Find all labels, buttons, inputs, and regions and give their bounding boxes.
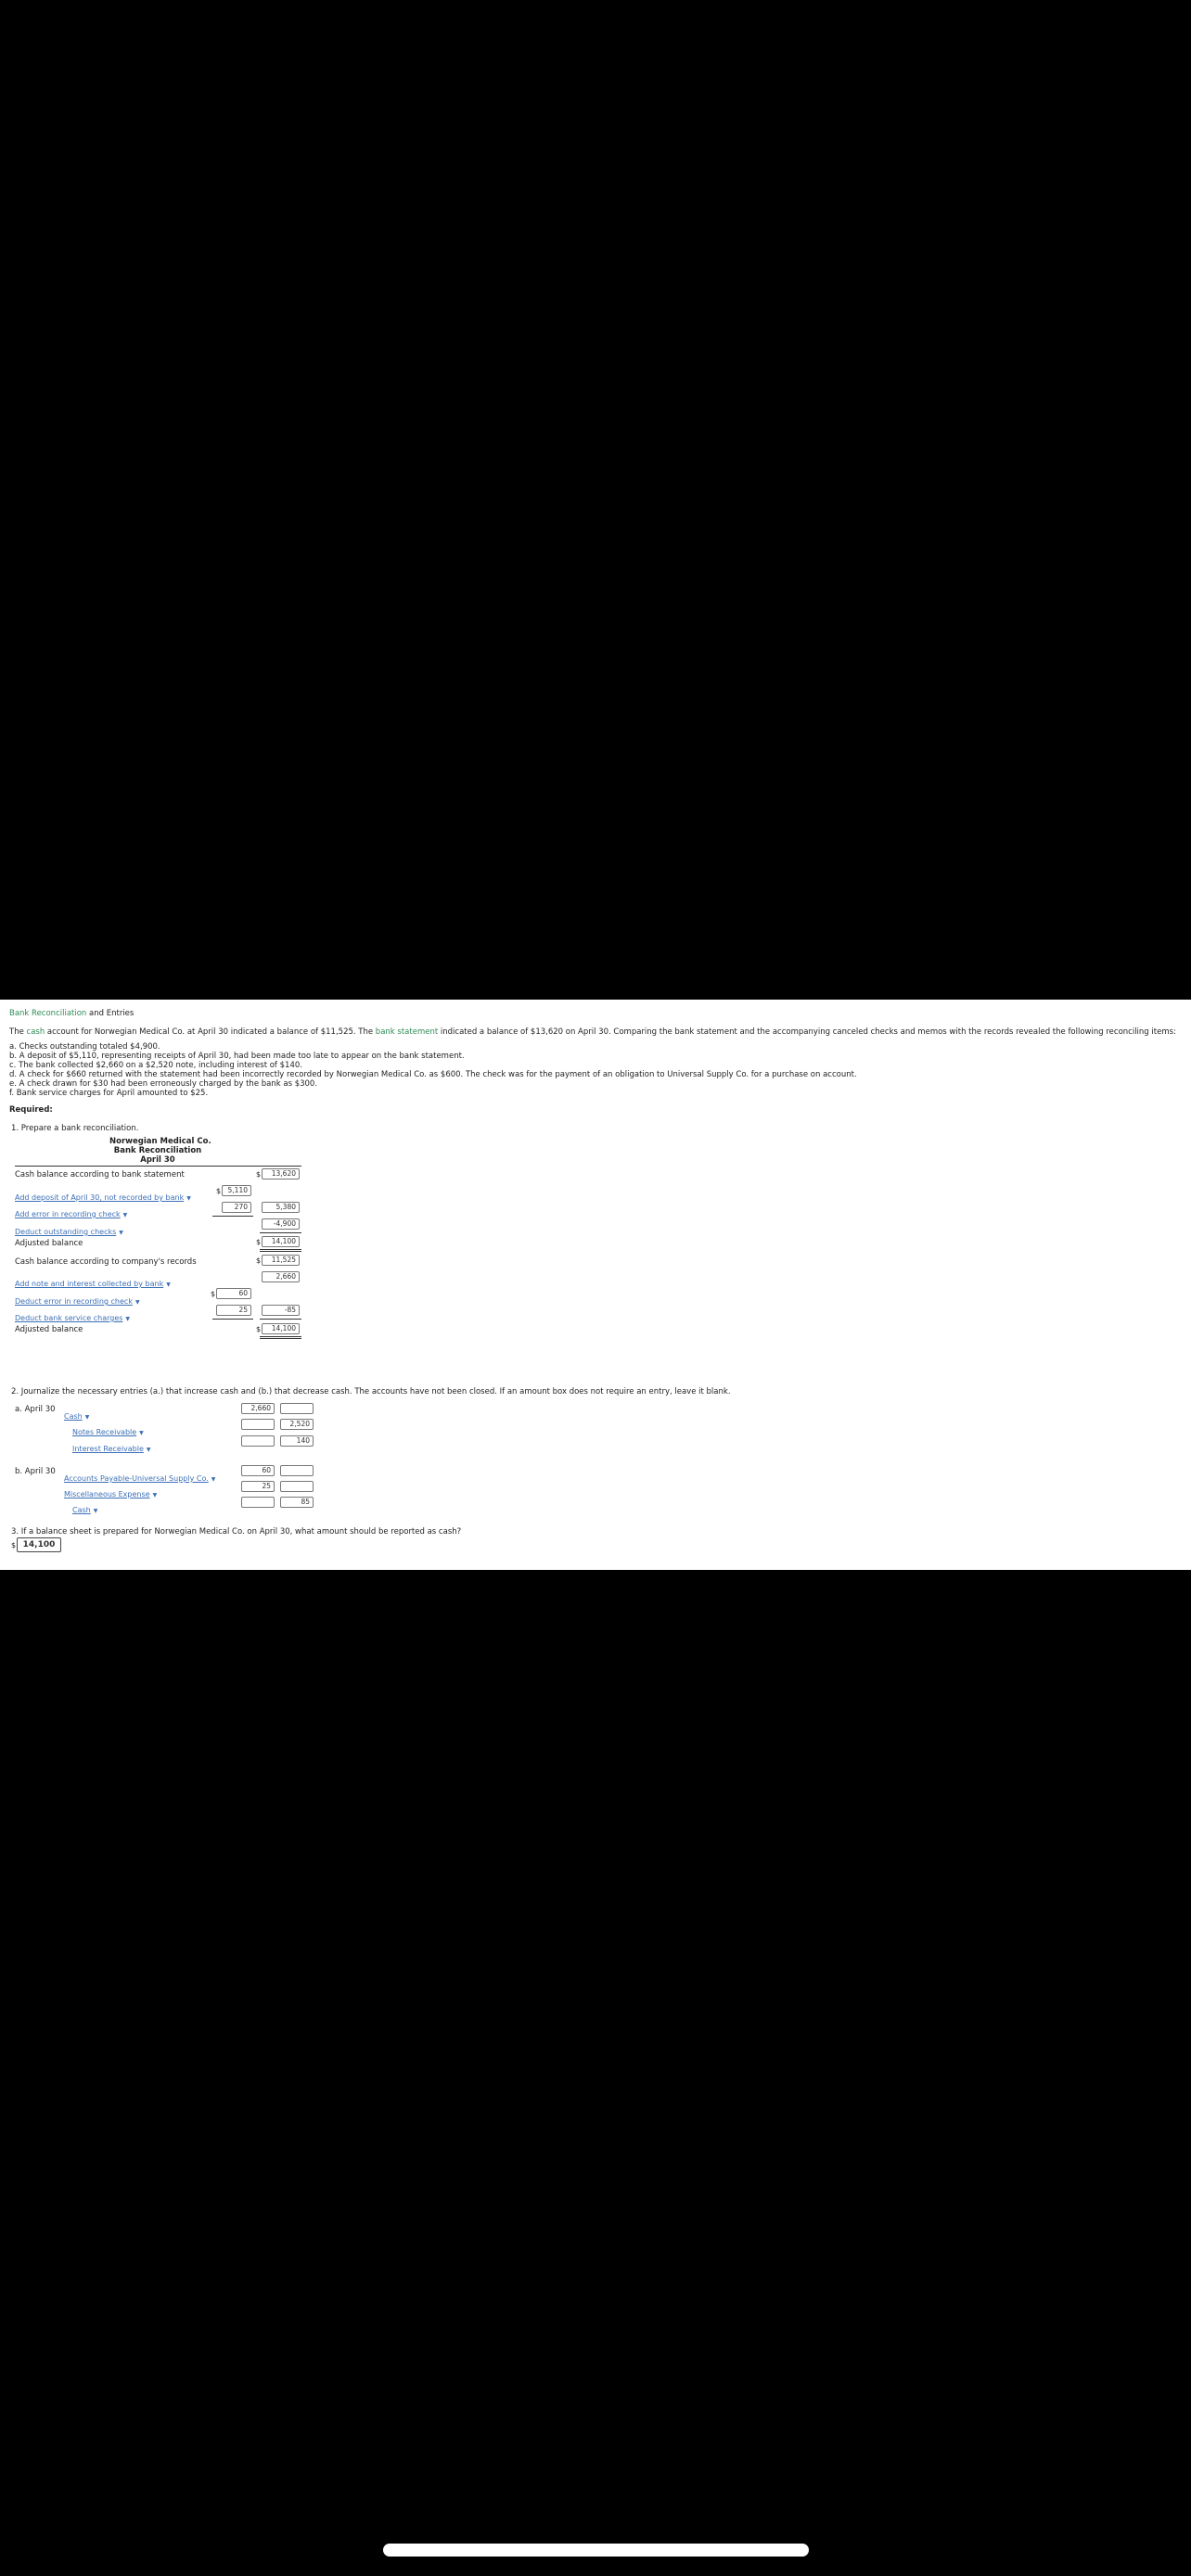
home-indicator[interactable] <box>383 2544 809 2557</box>
add-error-field[interactable]: 270 <box>222 1202 251 1213</box>
subtotal-rule <box>212 1319 253 1320</box>
entry-b-credit-2[interactable] <box>280 1481 314 1492</box>
double-rule-bottom <box>260 1338 301 1339</box>
cash-link[interactable]: cash <box>26 1027 45 1037</box>
title-suffix: and Entries <box>86 1009 134 1018</box>
add-error-dropdown[interactable]: Add error in recording check ▼ <box>15 1210 128 1218</box>
deduct-total-field[interactable]: -85 <box>262 1305 300 1316</box>
bank-statement-link[interactable]: bank statement <box>375 1027 439 1037</box>
entry-b-credit-1[interactable] <box>280 1465 314 1476</box>
entry-b-credit-3[interactable]: 85 <box>280 1497 314 1508</box>
dollar-sign: $ <box>256 1325 262 1333</box>
item-e: e. A check drawn for $30 had been erroneously charged by the bank as $300. <box>9 1079 318 1089</box>
intro-paragraph: The cash account for Norwegian Medical Co. at April 30 indicated a balance of $11,525. The bank statement indicated a balance of $13,620 on April 30. Comparing the bank statement and the accompanying canceled checks and memos with the records revealed the following reconciling items: <box>9 1027 1176 1037</box>
item-c: c. The bank collected $2,660 on a $2,520 note, including interest of $140. <box>9 1061 302 1070</box>
entry-a-debit-1[interactable]: 2,660 <box>241 1403 275 1414</box>
entry-b-account-2-dropdown[interactable]: Miscellaneous Expense ▼ <box>64 1490 158 1498</box>
entry-b-date: b. April 30 <box>15 1467 56 1476</box>
dollar-sign: $ <box>11 1541 17 1549</box>
q1-prompt: 1. Prepare a bank reconciliation. <box>11 1124 139 1133</box>
company-name: Norwegian Medical Co. <box>109 1137 211 1146</box>
company-balance-label: Cash balance according to company's records <box>15 1257 197 1267</box>
title-link[interactable]: Bank Reconciliation <box>9 1009 87 1018</box>
deduct-error-field[interactable]: 60 <box>216 1288 251 1299</box>
entry-b-account-1-dropdown[interactable]: Accounts Payable-Universal Supply Co. ▼ <box>64 1474 216 1483</box>
bank-balance-field[interactable]: 13,620 <box>262 1168 300 1180</box>
entry-a-credit-3[interactable]: 140 <box>280 1435 314 1447</box>
company-balance-field[interactable]: 11,525 <box>262 1255 300 1266</box>
entry-a-account-2-dropdown[interactable]: Notes Receivable ▼ <box>72 1428 144 1436</box>
worksheet-panel <box>0 1000 1191 1570</box>
add-deposit-field[interactable]: 5,110 <box>222 1185 251 1196</box>
item-f: f. Bank service charges for April amounted to $25. <box>9 1089 209 1098</box>
dollar-sign: $ <box>256 1238 262 1246</box>
double-rule-bottom <box>260 1251 301 1252</box>
item-d: d. A check for $660 returned with the statement had been incorrectly recorded by Norwegian Medical Co. as $600. The check was for the payment of an obligation to Universal Supply Co. for a purchase on account. <box>9 1070 857 1079</box>
adjusted-balance-company-field[interactable]: 14,100 <box>262 1323 300 1334</box>
subtotal-rule <box>212 1216 253 1217</box>
entry-b-debit-2[interactable]: 25 <box>241 1481 275 1492</box>
entry-a-account-1-dropdown[interactable]: Cash ▼ <box>64 1412 90 1421</box>
total-rule <box>260 1232 301 1233</box>
q3-prompt: 3. If a balance sheet is prepared for Norwegian Medical Co. on April 30, what amount should be reported as cash? <box>11 1527 462 1537</box>
entry-b-account-3-dropdown[interactable]: Cash ▼ <box>72 1506 98 1514</box>
adjusted-balance-label: Adjusted balance <box>15 1239 83 1248</box>
entry-a-credit-2[interactable]: 2,520 <box>280 1419 314 1430</box>
cash-amount-field[interactable]: 14,100 <box>17 1537 61 1552</box>
deduct-checks-dropdown[interactable]: Deduct outstanding checks ▼ <box>15 1228 123 1236</box>
deduct-service-field[interactable]: 25 <box>216 1305 251 1316</box>
page-title <box>9 1009 134 1018</box>
item-b: b. A deposit of $5,110, representing receipts of April 30, had been made too late to appear on the bank statement. <box>9 1052 465 1061</box>
dollar-sign: $ <box>216 1187 222 1195</box>
deduct-error-dropdown[interactable]: Deduct error in recording check ▼ <box>15 1297 140 1306</box>
dollar-sign: $ <box>211 1290 216 1298</box>
total-rule <box>260 1319 301 1320</box>
add-note-dropdown[interactable]: Add note and interest collected by bank ▼ <box>15 1280 171 1288</box>
statement-title: Bank Reconciliation <box>113 1146 202 1155</box>
entry-b-debit-1[interactable]: 60 <box>241 1465 275 1476</box>
entry-a-debit-3[interactable] <box>241 1435 275 1447</box>
q2-prompt: 2. Journalize the necessary entries (a.) that increase cash and (b.) that decrease cash. The accounts have not been closed. If an amount box does not require an entry, leave it blank. <box>11 1387 731 1396</box>
adjusted-balance-label: Adjusted balance <box>15 1325 83 1334</box>
entry-a-credit-1[interactable] <box>280 1403 314 1414</box>
entry-a-debit-2[interactable] <box>241 1419 275 1430</box>
dollar-sign: $ <box>256 1256 262 1265</box>
add-note-field[interactable]: 2,660 <box>262 1271 300 1282</box>
item-a: a. Checks outstanding totaled $4,900. <box>9 1042 160 1052</box>
adjusted-balance-bank-field[interactable]: 14,100 <box>262 1236 300 1247</box>
entry-a-account-3-dropdown[interactable]: Interest Receivable ▼ <box>72 1445 151 1453</box>
entry-a-date: a. April 30 <box>15 1405 56 1414</box>
dollar-sign: $ <box>256 1170 262 1179</box>
deduct-service-dropdown[interactable]: Deduct bank service charges ▼ <box>15 1314 131 1322</box>
double-rule-top <box>260 1249 301 1250</box>
entry-b-debit-3[interactable] <box>241 1497 275 1508</box>
bank-balance-label: Cash balance according to bank statement <box>15 1170 185 1180</box>
deduct-checks-field[interactable]: -4,900 <box>262 1218 300 1230</box>
add-deposit-dropdown[interactable]: Add deposit of April 30, not recorded by bank ▼ <box>15 1193 191 1202</box>
required-label: Required: <box>9 1105 53 1115</box>
add-total-field[interactable]: 5,380 <box>262 1202 300 1213</box>
statement-date: April 30 <box>140 1155 175 1165</box>
header-rule <box>15 1166 301 1167</box>
double-rule-top <box>260 1336 301 1337</box>
